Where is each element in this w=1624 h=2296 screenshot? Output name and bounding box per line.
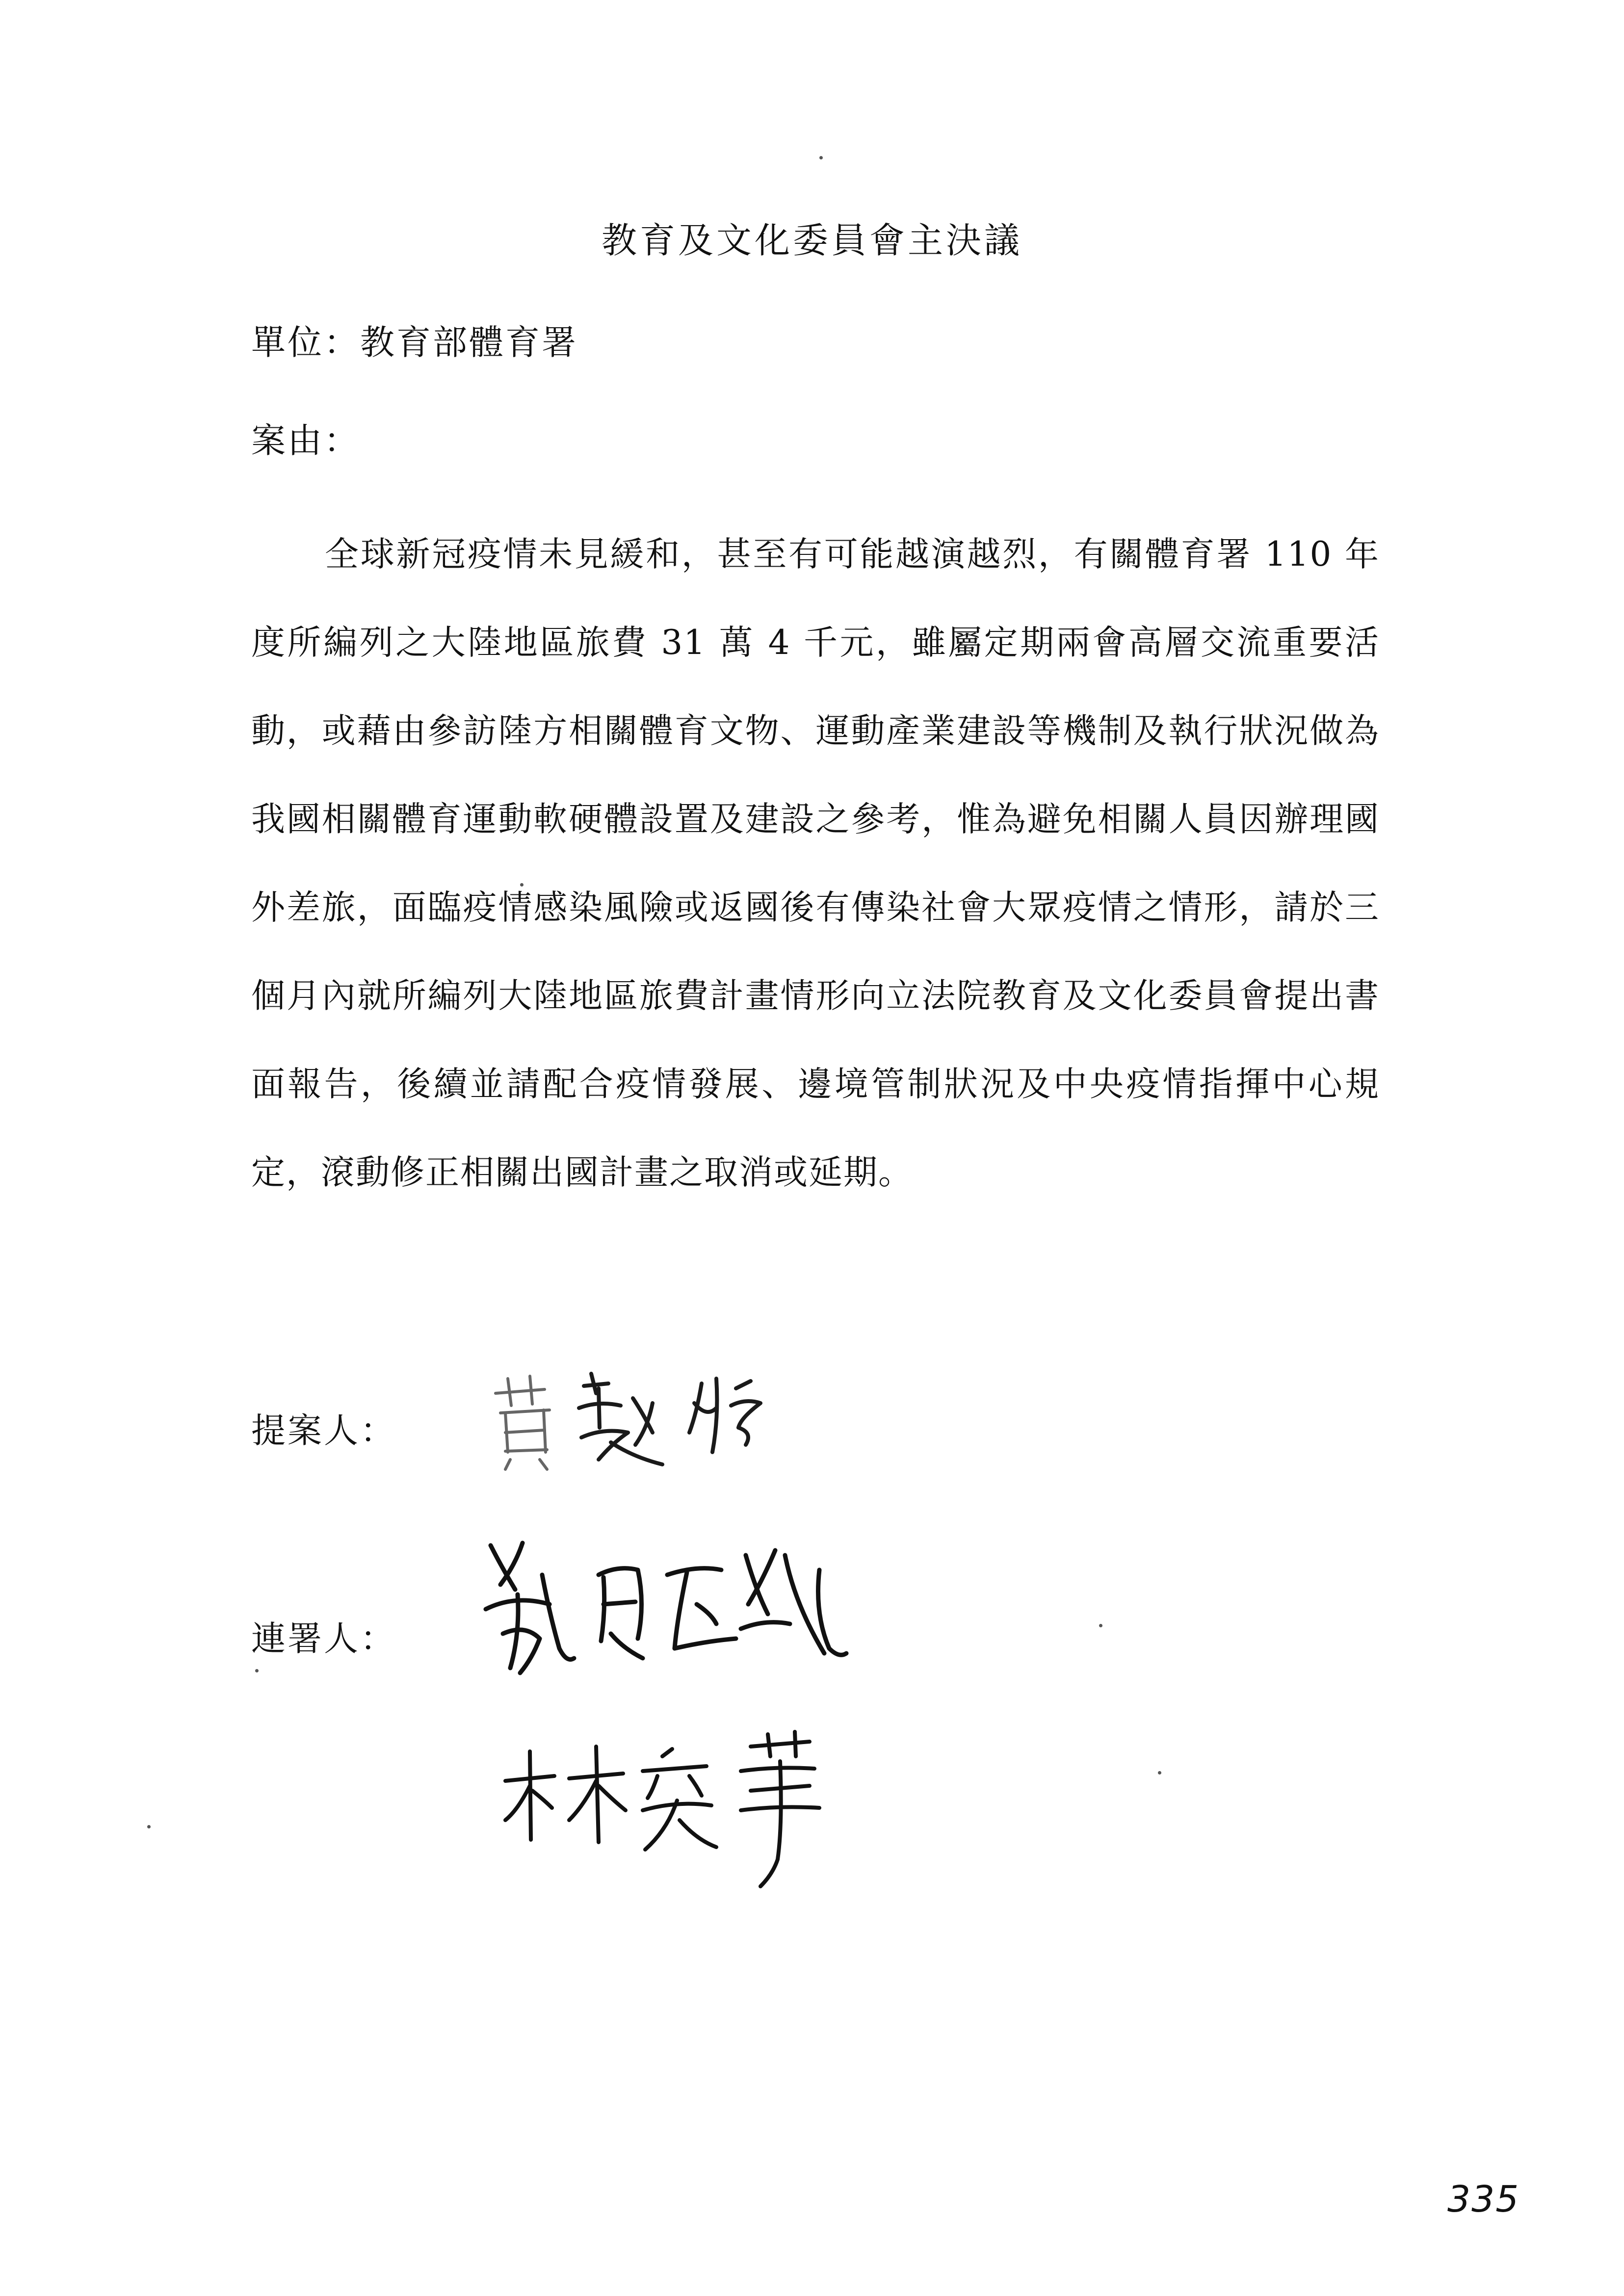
cosigner-signature-2 <box>496 1727 868 1894</box>
cosigner-label: 連署人： <box>251 1618 396 1659</box>
unit-line <box>251 318 578 367</box>
reason-line <box>251 416 360 465</box>
document-title: 教育及文化委員會主決議 <box>601 220 1022 261</box>
page-number: 335 <box>1447 2178 1520 2220</box>
unit-label: 單位： <box>251 322 360 363</box>
cosigner-line <box>251 1614 396 1663</box>
resolution-body: 全球新冠疫情未見緩和，甚至有可能越演越烈，有關體育署 110 年度所編列之大陸地區旅費 31 萬 4 千元，雖屬定期兩會高層交流重要活動，或藉由參訪陸方相關體育文物、運動產業建設等機制及執行狀況做為我國相關體育運動軟硬體設置及建設之參考，惟為避免相關人員因辦理國外差旅，面臨疫情感染風險或返國後有傳染社會大眾疫情之情形，請於三個月內就所編列大陸地區旅費計畫情形向立法院教育及文化委員會提出書面報告，後續並請配合疫情發展、邊境管制狀況及中央疫情指揮中心規定，滾動修正相關出國計畫之取消或延期。 <box>251 535 1380 1192</box>
scan-speck <box>819 156 823 159</box>
scan-speck <box>1099 1624 1102 1627</box>
reason-label: 案由： <box>251 420 360 461</box>
unit-value: 教育部體育署 <box>360 322 578 363</box>
scan-speck <box>520 883 524 887</box>
scan-speck <box>1158 1771 1161 1774</box>
proposer-label: 提案人： <box>251 1410 396 1451</box>
cosigner-signature-1 <box>481 1536 854 1693</box>
scan-speck <box>255 1669 259 1672</box>
scan-speck <box>147 1825 151 1828</box>
proposer-signature <box>486 1359 829 1477</box>
proposer-line <box>251 1406 396 1455</box>
